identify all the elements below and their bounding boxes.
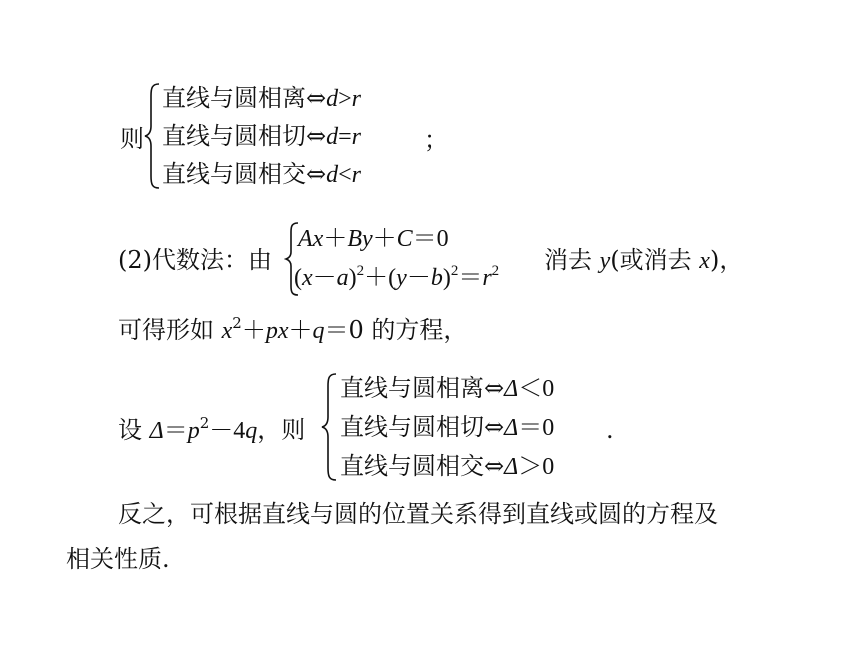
delta-case-3: 直线与圆相交⇔Δ＞0 [340, 452, 555, 480]
case-line-2: 直线与圆相切⇔d=r [162, 122, 361, 150]
closing-line-1: 反之，可根据直线与圆的位置关系得到直线或圆的方程及 [118, 500, 718, 528]
section2-prefix: (2)代数法：由 [118, 246, 272, 274]
case-line-1: 直线与圆相离⇔d>r [162, 84, 361, 112]
section3-line: 可得形如 $x^2+px+q=0$ 的方程， [118, 314, 468, 344]
section2-after: 消去 y(或消去 x)， [544, 246, 744, 274]
section1-prefix: 则 [120, 125, 144, 153]
delta-case-1: 直线与圆相离⇔Δ＜0 [340, 374, 555, 402]
equation-line-2: $(x-a)^2+(y-b)^2=r^2$ [294, 263, 500, 291]
case-line-3: 直线与圆相交⇔d<r [162, 160, 361, 188]
section4-prefix: 设 $\Delta=p^2-4q$，则 [118, 414, 306, 444]
left-brace-icon [143, 82, 161, 190]
equation-line-1: Ax＋By＋C＝0 [298, 226, 449, 252]
section4-suffix: . [606, 416, 614, 444]
section1-suffix: ； [424, 126, 448, 154]
left-brace-icon [320, 372, 338, 482]
delta-case-2: 直线与圆相切⇔Δ＝0 [340, 413, 555, 441]
closing-line-2: 相关性质. [66, 545, 170, 573]
